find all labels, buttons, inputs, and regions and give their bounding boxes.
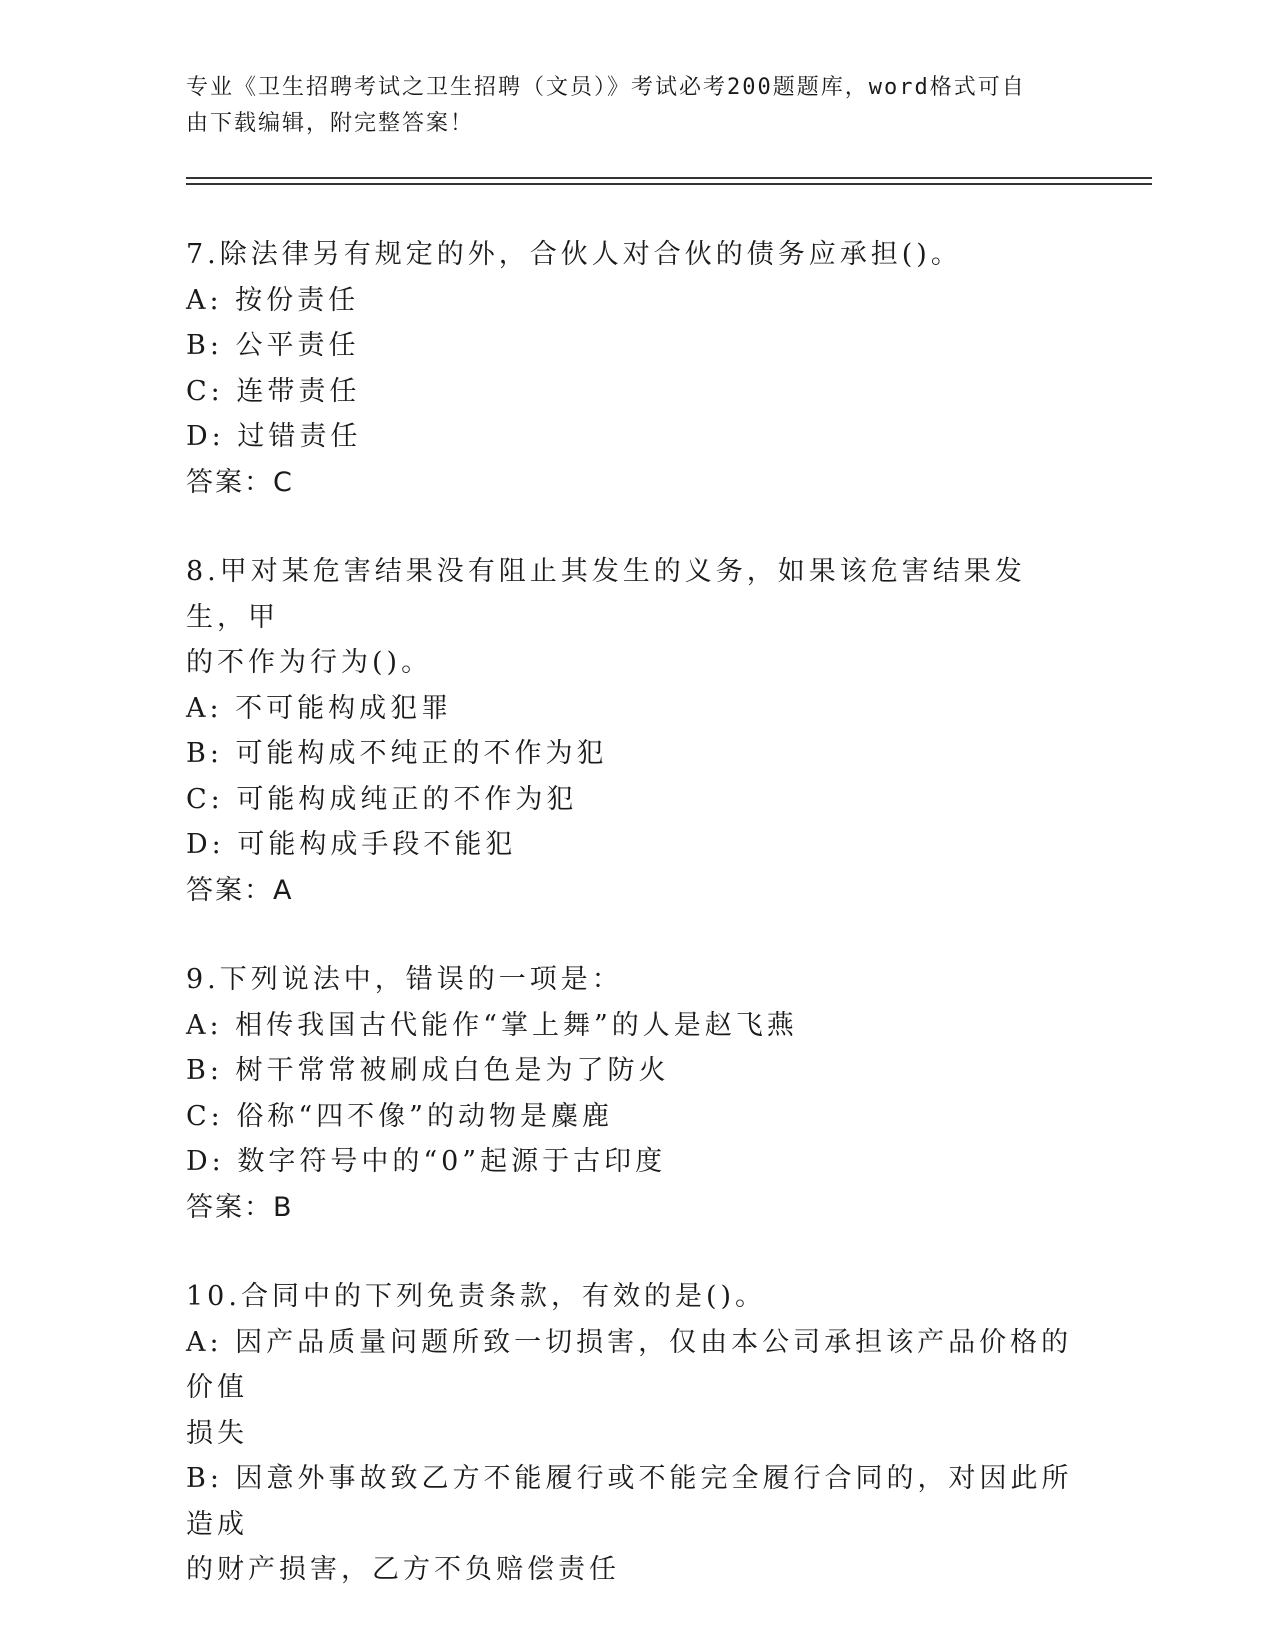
question-stem-continued: 的不作为行为()。 (186, 647, 433, 678)
question-stem: 8.甲对某危害结果没有阻止其发生的义务，如果该危害结果发生，甲 (186, 556, 1026, 633)
option-c: C: 俗称“四不像”的动物是麋鹿 (186, 1100, 613, 1132)
question-stem: 9.下列说法中，错误的一项是： (186, 964, 623, 995)
option-a-continued: 损失 (186, 1417, 248, 1449)
answer-line: 答案：C (186, 466, 294, 498)
option-a: A: 相传我国古代能作“掌上舞”的人是赵飞燕 (186, 1009, 798, 1041)
question-10 (186, 1274, 1086, 1593)
option-a: A: 因产品质量问题所致一切损害，仅由本公司承担该产品价格的价值 (186, 1326, 1073, 1403)
header-divider-top (186, 177, 1152, 179)
option-b: B: 公平责任 (186, 330, 360, 361)
header-divider-bottom (186, 183, 1152, 185)
question-7 (186, 232, 1086, 505)
question-stem: 7.除法律另有规定的外，合伙人对合伙的债务应承担()。 (186, 239, 962, 270)
question-8 (186, 549, 1086, 913)
question-9 (186, 957, 1086, 1230)
question-list (186, 232, 1086, 1637)
option-d: D: 可能构成手段不能犯 (186, 829, 517, 860)
option-c: C: 可能构成纯正的不作为犯 (186, 783, 578, 815)
answer-line: 答案：A (186, 874, 294, 906)
option-d: D: 数字符号中的“0”起源于古印度 (186, 1146, 667, 1177)
option-a: A: 不可能构成犯罪 (186, 692, 453, 724)
option-b: B: 因意外事故致乙方不能履行或不能完全履行合同的，对因此所造成 (186, 1463, 1073, 1540)
option-b: B: 树干常常被刷成白色是为了防火 (186, 1055, 670, 1086)
option-a: A: 按份责任 (186, 284, 360, 316)
header-line-1: 专业《卫生招聘考试之卫生招聘（文员）》考试必考200题题库，word格式可自 (186, 75, 1026, 100)
question-stem: 10.合同中的下列免责条款，有效的是()。 (186, 1281, 767, 1312)
header-line-2: 由下载编辑，附完整答案！ (186, 111, 475, 136)
option-b: B: 可能构成不纯正的不作为犯 (186, 738, 608, 769)
document-header (186, 70, 1066, 142)
option-c: C: 连带责任 (186, 375, 361, 407)
option-d: D: 过错责任 (186, 421, 362, 452)
option-b-continued: 的财产损害，乙方不负赔偿责任 (186, 1554, 620, 1585)
answer-line: 答案：B (186, 1191, 294, 1223)
